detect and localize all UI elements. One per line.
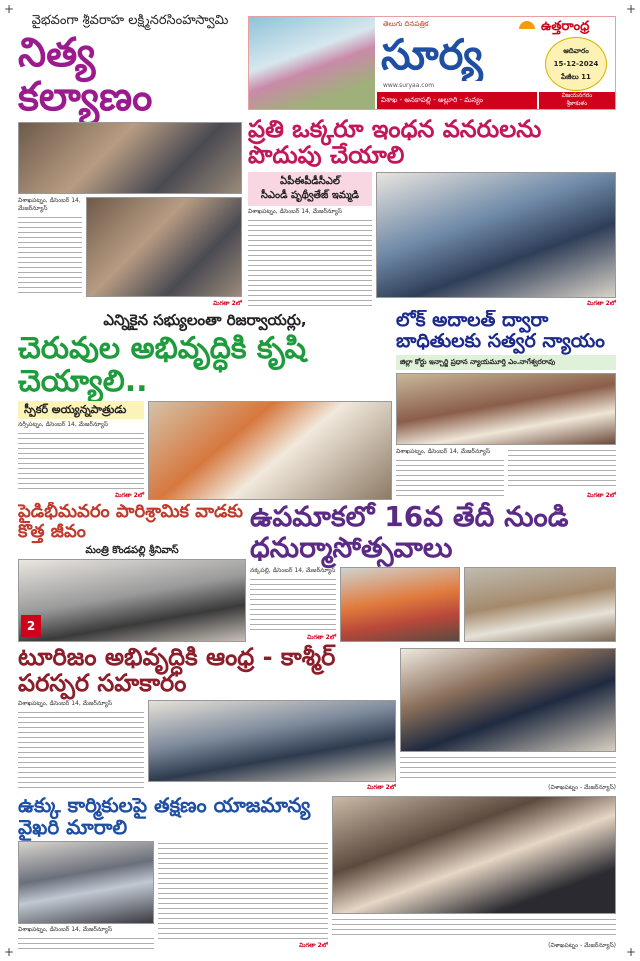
deity-photo [340, 567, 460, 642]
body-text [18, 215, 82, 297]
crop-mark: + [625, 2, 636, 16]
photo-caption [332, 917, 616, 939]
caption-credit: (విశాఖపట్నం - మేజర్‌న్యూస్) [548, 784, 616, 791]
headline: టూరిజం అభివృద్ధికి ఆంధ్ర - కాశ్మీర్ పరస్పర సహకారం [18, 644, 336, 698]
headline: పైడిభీమవరం పారిశ్రామిక వాడకు కొత్త జీవం [18, 502, 243, 542]
continued-link[interactable]: మిగతా 2లో [115, 492, 144, 499]
headline: చెరువుల అభివృద్ధికి కృషి చెయ్యాలి.. [18, 330, 307, 399]
districts-right [539, 92, 615, 109]
dateline: నర్సీపట్నం, డిసెంబర్ 14, మేజర్‌న్యూస్ [18, 420, 109, 428]
article-steel-workers [18, 794, 328, 950]
day: ఆదివారం [563, 47, 589, 55]
headline: లోక్ అదాలత్ ద్వారా బాధితులకు సత్వర న్యాయం [396, 310, 605, 352]
article-lok-adalat [396, 310, 616, 500]
speaker-photo [148, 401, 392, 501]
website: www.suryaa.com [383, 82, 435, 89]
masthead-lighthouse-image [249, 17, 375, 109]
page-badge: 2 [21, 615, 41, 637]
protest-photo [18, 841, 154, 924]
dateline: విశాఖపట్నం, డిసెంబర్ 14, మేజర్‌న్యూస్ [396, 448, 491, 455]
crop-mark: + [4, 2, 15, 16]
court-photo [396, 373, 616, 445]
tourism-meeting-panel [400, 648, 616, 792]
continued-link[interactable]: మిగతా 2లో [367, 784, 396, 791]
headline: నిత్య కల్యాణం [18, 30, 153, 121]
article-nitya-kalyanam [18, 14, 242, 308]
kicker: వైభవంగా శ్రీవరాహ లక్ష్మీనరసింహస్వామి [31, 14, 229, 28]
headline: ఉక్కు కార్మికులపై తక్షణం యాజమాన్య వైఖరి మారాలి [18, 794, 311, 839]
tourism-photo [148, 700, 396, 782]
tagline: తెలుగు దినపత్రిక [383, 20, 429, 28]
caption-credit: (విశాఖపట్నం - మేజర్‌న్యూస్) [548, 942, 616, 949]
logo: సూర్య [381, 31, 483, 79]
body-text [396, 458, 504, 500]
continued-link[interactable]: మిగతా 2లో [213, 300, 242, 307]
sun-icon [519, 21, 535, 29]
district: శ్రీకాకుళం [566, 100, 588, 107]
subhead-box [248, 172, 372, 206]
body-text [18, 710, 144, 792]
crop-mark: + [625, 945, 636, 959]
continued-link[interactable]: మిగతా 2లో [587, 492, 616, 499]
edition: ఉత్తరాంధ్ర [541, 19, 590, 34]
minister-photo [18, 559, 246, 642]
body-text [18, 431, 144, 491]
kicker: ఎన్నికైన సభ్యులంతా రిజర్వాయర్లు, [103, 312, 307, 329]
union-leaders-photo [332, 796, 616, 914]
subhead-box: జిల్లా కోర్టు ఇన్చార్జి ప్రధాన న్యాయమూర్తి ఎం.నాగేశ్వరరావు [396, 355, 616, 370]
continued-link[interactable]: మిగతా 2లో [587, 300, 616, 307]
date: 15-12-2024 [553, 60, 599, 68]
dateline: విశాఖపట్నం, డిసెంబర్ 14, మేజర్‌న్యూస్ [248, 207, 343, 215]
continued-link[interactable]: మిగతా 2లో [299, 942, 328, 949]
kalyanam-photo [86, 197, 242, 297]
subhead-box: స్పీకర్ అయ్యన్నపాత్రుడు [18, 401, 144, 419]
article-upamaka [250, 502, 616, 642]
body-text [248, 218, 372, 308]
meeting-photo [400, 648, 616, 752]
article-lakes-development [18, 312, 392, 500]
subhead: మంత్రి కొండపల్లి శ్రీనివాస్ [85, 544, 179, 556]
date-badge [545, 37, 607, 91]
headline: ప్రతి ఒక్కరూ ఇంధన వనరులను పొదుపు చేయాలి [248, 116, 542, 170]
article-paidibhimavaram [18, 502, 246, 642]
body-text [158, 841, 328, 940]
dateline: విశాఖపట్నం, డిసెంబర్ 14, మేజర్‌న్యూస్ [18, 699, 113, 707]
crop-mark: + [4, 945, 15, 959]
subhead-line: సీఎండీ పృథ్వీతేజ్ ఇమ్మడి [260, 189, 360, 201]
temple-hill-photo [464, 567, 616, 642]
body-text [508, 448, 616, 490]
districts-bar: విశాఖ - అనకాపల్లి - అల్లూరి - మన్యం [377, 92, 537, 109]
temple-photo [18, 122, 242, 194]
article-energy-saving [248, 116, 616, 308]
officials-photo [376, 172, 616, 298]
body-text [18, 936, 154, 950]
article-tourism [18, 644, 396, 792]
page-count: పేజీలు 11 [561, 73, 591, 81]
dateline: విశాఖపట్నం, డిసెంబర్ 14, మేజర్‌న్యూస్ [18, 197, 81, 213]
steel-workers-photo-panel [332, 796, 616, 950]
district: విజయనగరం [561, 92, 593, 99]
headline: ఉపమాకలో 16వ తేదీ నుండి ధనుర్మాసోత్సవాలు [250, 502, 569, 564]
masthead [248, 16, 616, 110]
subhead-line: ఏపీఈపీడీసీఎల్ [280, 175, 340, 187]
continued-link[interactable]: మిగతా 2లో [307, 634, 336, 641]
dateline: విశాఖపట్నం, డిసెంబర్ 14, మేజర్‌న్యూస్ [18, 926, 113, 933]
body-text [250, 577, 336, 632]
dateline: నక్కపల్లి, డిసెంబర్ 14, మేజర్‌న్యూస్ [250, 566, 336, 574]
photo-caption [400, 755, 616, 781]
